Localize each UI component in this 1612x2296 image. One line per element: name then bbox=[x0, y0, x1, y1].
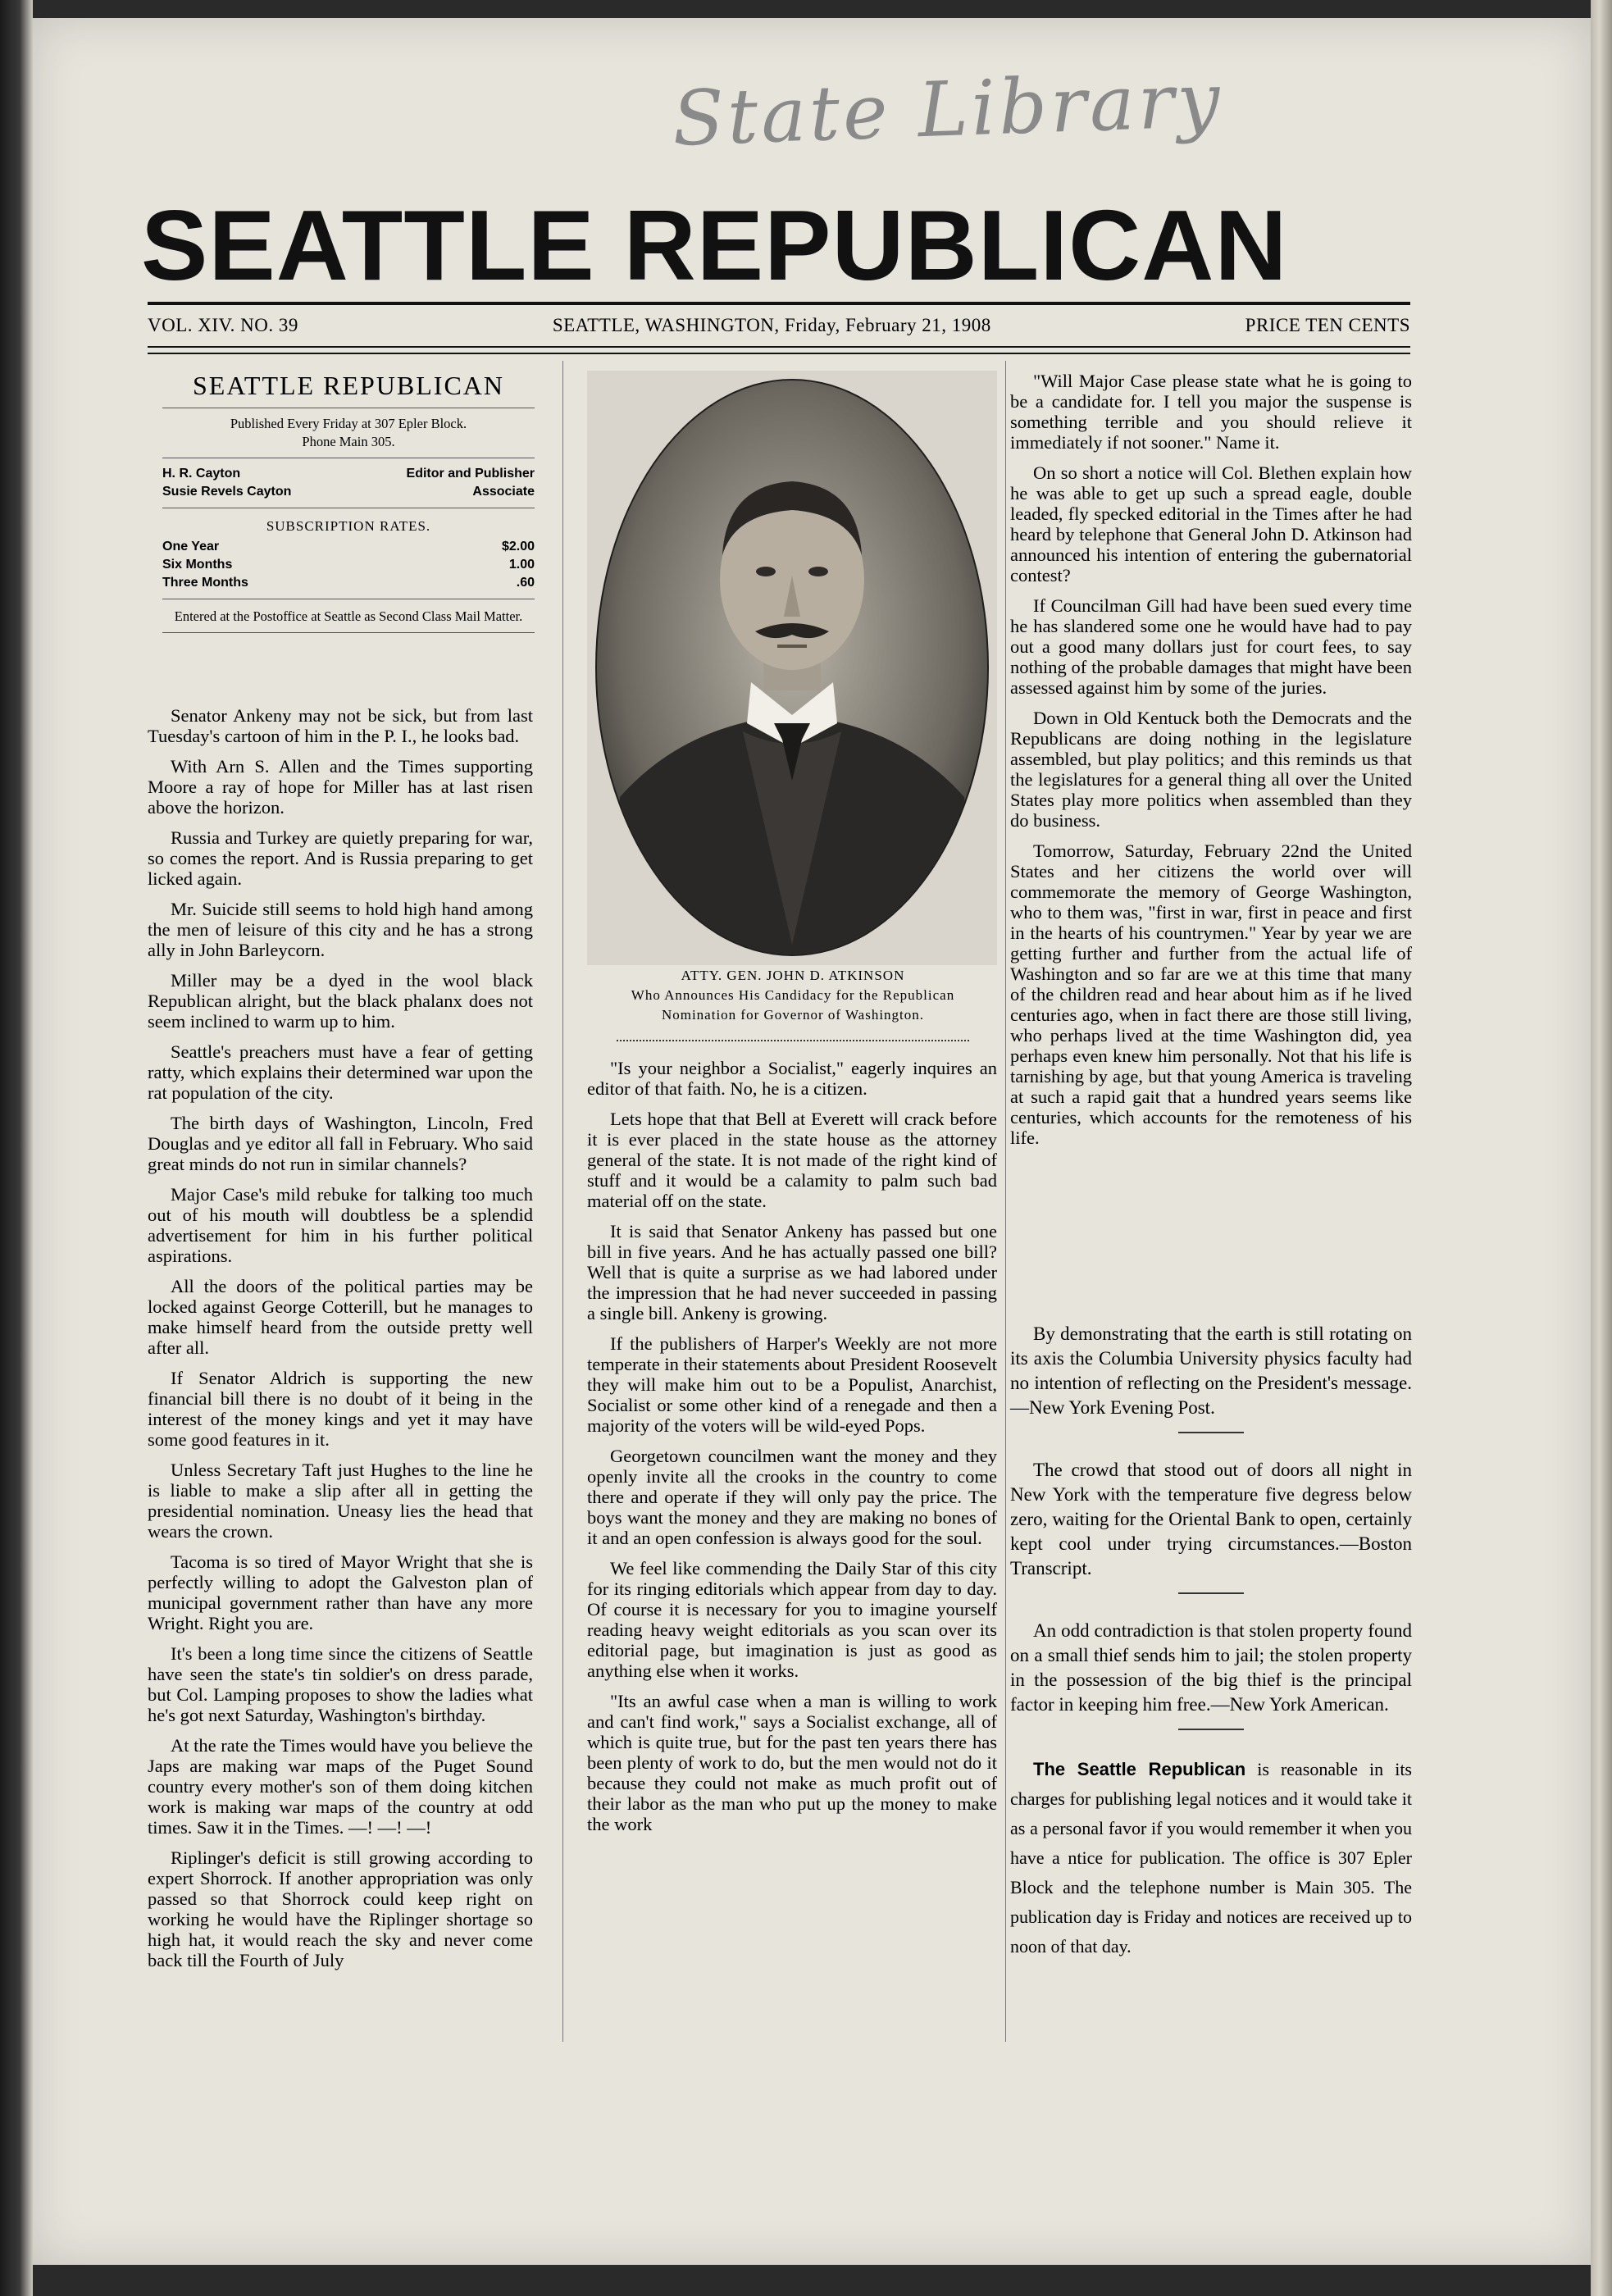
paragraph: Riplinger's deficit is still growing according to expert Shorrock. If another appropriation was only passed so that Shorrock could keep right on working he would have the Riplinger shortage so high hat, it would reach the sky and never come back till the Fourth of July bbox=[148, 1847, 533, 1970]
paragraph: Down in Old Kentuck both the Democrats and the Republicans are doing nothing in the legislature assembled, but play politics; and this reminds us that the legislatures for a general thing all over the United States play more politics when assembled than they do business. bbox=[1010, 708, 1412, 831]
rates-title: SUBSCRIPTION RATES. bbox=[266, 518, 431, 534]
caption-divider bbox=[617, 1030, 969, 1041]
paragraph: Senator Ankeny may not be sick, but from last Tuesday's cartoon of him in the P. I., he looks bad. bbox=[148, 705, 533, 746]
item-divider bbox=[1178, 1729, 1244, 1730]
staff-name: H. R. Cayton bbox=[162, 467, 241, 481]
dateline bbox=[148, 315, 1410, 336]
legal-notice bbox=[1010, 1755, 1412, 1961]
caption-name: ATTY. GEN. JOHN D. ATKINSON bbox=[681, 968, 905, 983]
column-1 bbox=[148, 705, 533, 1980]
paragraph: Mr. Suicide still seems to hold high hand among the men of leisure of this city and he has a strong ally in John Barleycorn. bbox=[148, 899, 533, 960]
paragraph: On so short a notice will Col. Blethen explain how he was able to get up such a spread eagle, double leaded, fly specked editorial in the Times after he had heard by telephone that General John D. Atkinson had announced his intention of entering the gubernatorial contest? bbox=[1010, 462, 1412, 585]
masthead-title: SEATTLE REPUBLICAN bbox=[141, 189, 1288, 301]
paragraph: "Will Major Case please state what he is going to be a candidate for. I tell you major the suspense is something terrible and you should relieve it immediately if not sooner." Name it. bbox=[1010, 371, 1412, 453]
notice-body: is reasonable in its charges for publishing legal notices and it would take it as a personal favor if you would remember it when you have a ntice for publication. The office is 307 Epler Block and the telephone number is Main 305. The publication day is Friday and notices are received up to noon of that day. bbox=[1010, 1759, 1412, 1957]
rate-term: Six Months bbox=[162, 558, 233, 572]
rate-price: 1.00 bbox=[508, 558, 535, 572]
portrait-caption bbox=[574, 966, 1012, 1041]
rate-term: One Year bbox=[162, 540, 220, 554]
quoted-item: The crowd that stood out of doors all night in New York with the temperature five degress below zero, waiting for the Oriental Bank to open, certainly kept cool under trying circumstances.—Boston Transcript. bbox=[1010, 1460, 1412, 1578]
paragraph: Unless Secretary Taft just Hughes to the line he is liable to make a slip after all in getting the presidential nomination. Uneasy lies the head that wears the crown. bbox=[148, 1460, 533, 1542]
dateline-rule-2 bbox=[148, 353, 1410, 354]
box-title: SEATTLE REPUBLICAN bbox=[193, 371, 504, 400]
paragraph: Russia and Turkey are quietly preparing for war, so comes the report. And is Russia preparing to get licked again. bbox=[148, 827, 533, 889]
masthead-rule-top bbox=[148, 302, 1410, 305]
caption-line: Who Announces His Candidacy for the Republican bbox=[631, 987, 955, 1003]
scanner-edge-right bbox=[1591, 0, 1612, 2296]
column-rule-1 bbox=[562, 361, 563, 2042]
paragraph: It's been a long time since the citizens of Seattle have seen the state's tin soldier's on dress parade, but Col. Lamping proposes to show the ladies what he's got next Saturday, Washington's birthday. bbox=[148, 1643, 533, 1725]
notice-text bbox=[1010, 1755, 1412, 1961]
rate-term: Three Months bbox=[162, 576, 248, 590]
paragraph: Major Case's mild rebuke for talking too much out of his mouth will doubtless be a splendid advertisement for him in his further political aspirations. bbox=[148, 1184, 533, 1266]
notice-lead: The Seattle Republican bbox=[1033, 1759, 1246, 1779]
paragraph: Seattle's preachers must have a fear of getting ratty, which explains their determined war upon the rat population of the city. bbox=[148, 1041, 533, 1103]
rates-list bbox=[162, 538, 535, 592]
rate-price: .60 bbox=[516, 576, 535, 590]
staff-name: Susie Revels Cayton bbox=[162, 485, 292, 499]
paragraph: Georgetown councilmen want the money and they openly invite all the crooks in the country to come there and operate if they will only pay the price. The boys want the money and they are making no bones of it and an open confession is always good for the soul. bbox=[587, 1446, 997, 1548]
paragraph: We feel like commending the Daily Star of this city for its ringing editorials which appear from day to day. Of course it is necessary for you to imagine yourself reading heavy weight editorials as you scan over its editorial page, but imagination is just as good as anything else when it works. bbox=[587, 1558, 997, 1681]
paragraph: All the doors of the political parties may be locked against George Cotterill, but he manages to make himself heard from the outside pretty well after all. bbox=[148, 1276, 533, 1358]
column-3 bbox=[1010, 371, 1412, 1158]
paragraph: "Is your neighbor a Socialist," eagerly inquires an editor of that faith. No, he is a citizen. bbox=[587, 1058, 997, 1099]
caption-line: Nomination for Governor of Washington. bbox=[661, 1007, 925, 1023]
volume-number: VOL. XIV. NO. 39 bbox=[148, 315, 298, 335]
dateline-rule-1 bbox=[148, 346, 1410, 348]
price: PRICE TEN CENTS bbox=[1245, 315, 1410, 335]
paragraph: At the rate the Times would have you believe the Japs are making war maps of the Puget Sound country every mother's son of them doing kitchen work is making war maps of the country at odd times. Saw it in the Times. —! —! —! bbox=[148, 1735, 533, 1838]
rate-price: $2.00 bbox=[501, 540, 535, 554]
paragraph: It is said that Senator Ankeny has passed but one bill in five years. And he has actually passed one bill? Well that is quite a surprise as we had labored under the impression that he had never succeeded in passing a single bill. Ankeny is growing. bbox=[587, 1221, 997, 1323]
paragraph: If Senator Aldrich is supporting the new financial bill there is no doubt of it being in the interest of the money kings and yet it may have some good features in it. bbox=[148, 1368, 533, 1450]
paragraph: Lets hope that that Bell at Everett will crack before it is ever placed in the state house as the attorney general of the state. It is not made of the right kind of stuff and it would be a calamity to palm such bad material off on the state. bbox=[587, 1109, 997, 1211]
paragraph: "Its an awful case when a man is willing to work and can't find work," says a Socialist exchange, all of which is quite true, but for the past ten years there has been plenty of work to do, but the men would not do it because they could not make as much profit out of their labor as the man who put up the money to make the work bbox=[587, 1691, 997, 1834]
paragraph: If Councilman Gill had have been sued every time he has slandered some one he would have had to pay out a good many dollars just for court fees, to say nothing of the probable damages that might have been assessed against him by some of the juries. bbox=[1010, 595, 1412, 698]
quoted-item: An odd contradiction is that stolen property found on a small thief sends him to jail; the stolen property in the possession of the big thief is the principal factor in keeping him free.—New York American. bbox=[1010, 1620, 1412, 1715]
column-rule-2 bbox=[1005, 361, 1006, 2042]
paragraph: Miller may be a dyed in the wool black Republican alright, but the black phalanx does not seem inclined to warm up to him. bbox=[148, 970, 533, 1032]
quoted-item: By demonstrating that the earth is still rotating on its axis the Columbia University physics faculty had no intention of reflecting on the President's message. —New York Evening Post. bbox=[1010, 1323, 1412, 1418]
published-line: Published Every Friday at 307 Epler Block. bbox=[230, 416, 467, 431]
postoffice-notice: Entered at the Postoffice at Seattle as Second Class Mail Matter. bbox=[174, 608, 523, 624]
phone-line: Phone Main 305. bbox=[302, 434, 395, 449]
publisher-box bbox=[162, 371, 535, 640]
paragraph: If the publishers of Harper's Weekly are not more temperate in their statements about President Roosevelt they will make him out to be a Populist, Anarchist, Socialist or some other kind of a renegade and then a majority of the voters will be wild-eyed Pops. bbox=[587, 1333, 997, 1436]
portrait-photo bbox=[587, 371, 997, 965]
scanner-edge-left bbox=[0, 0, 33, 2296]
portrait-illustration bbox=[587, 371, 997, 965]
staff-row bbox=[162, 483, 535, 501]
rate-row bbox=[162, 538, 535, 556]
rate-row bbox=[162, 574, 535, 592]
item-divider bbox=[1178, 1592, 1244, 1594]
paragraph: The birth days of Washington, Lincoln, Fred Douglas and ye editor all fall in February. Who said great minds do not run in similar channels? bbox=[148, 1113, 533, 1174]
column-2 bbox=[587, 1058, 997, 1844]
paragraph: Tacoma is so tired of Mayor Wright that she is perfectly willing to adopt the Galveston plan of municipal government rather than have any more Wright. Right you are. bbox=[148, 1551, 533, 1633]
handwritten-annotation: State Library bbox=[671, 56, 1225, 163]
staff-row bbox=[162, 465, 535, 483]
item-divider bbox=[1178, 1432, 1244, 1433]
box-rule bbox=[162, 632, 535, 633]
staff-role: Associate bbox=[472, 485, 535, 499]
place-and-date: SEATTLE, WASHINGTON, Friday, February 21, 1908 bbox=[552, 315, 991, 335]
column-3-quotes bbox=[1010, 1322, 1412, 1973]
paragraph: With Arn S. Allen and the Times supporting Moore a ray of hope for Miller has at last risen above the horizon. bbox=[148, 756, 533, 818]
staff-list bbox=[162, 465, 535, 501]
staff-role: Editor and Publisher bbox=[406, 467, 535, 481]
paragraph: Tomorrow, Saturday, February 22nd the United States and her citizens the world over will commemorate the memory of George Washington, who to them was, "first in war, first in peace and first in the hearts of his countrymen." Year by year we are getting further and further from the actual life of Washington and so far are we at this time that many of the children read and hear about him as if he lived centuries ago, when in fact there are those still living, who perhaps lived at the time Washington did, yea perhaps even knew him personally. Not that his life is tarnishing by age, but that young America is traveling at such a rapid gait that a hundred years seems like centuries, which accounts for the remoteness of his life. bbox=[1010, 840, 1412, 1148]
rate-row bbox=[162, 556, 535, 574]
